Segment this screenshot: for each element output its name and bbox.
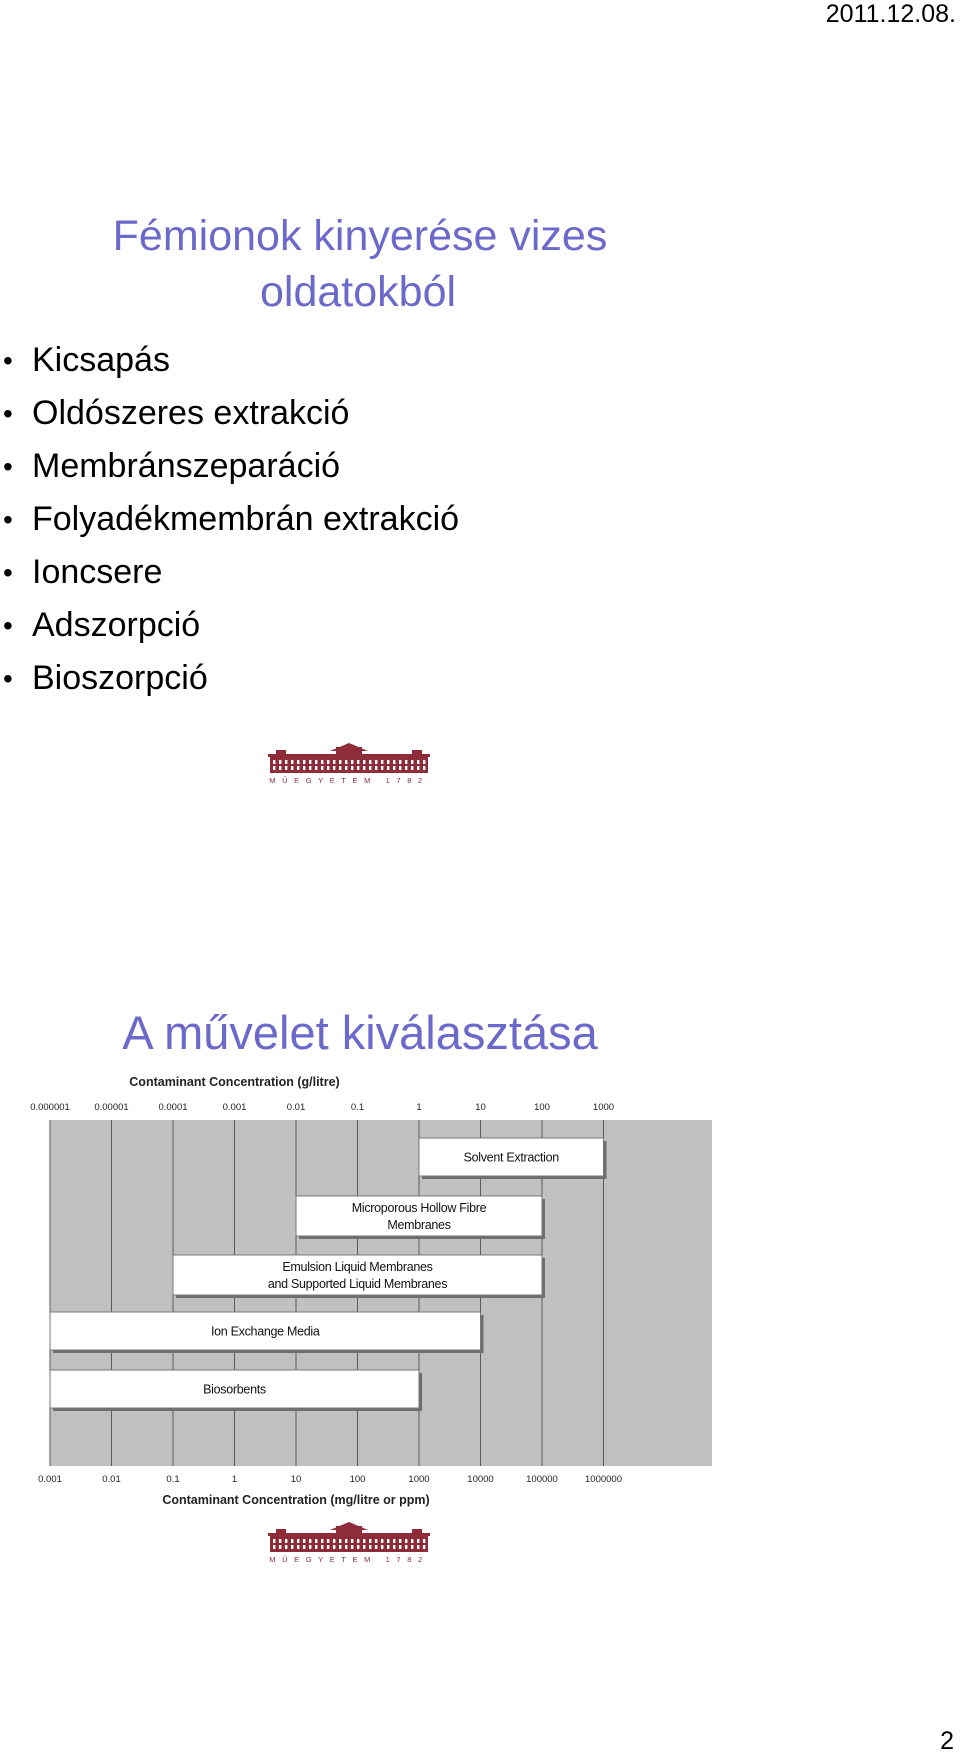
bullet-text: Oldószeres extrakció (32, 394, 350, 432)
list-item (0, 493, 459, 546)
bullet-text: Membránszeparáció (32, 447, 341, 485)
bottom-tick-label: 10 (290, 1474, 302, 1485)
bullet-text: Ioncsere (32, 553, 163, 591)
bottom-tick-label: 1 (231, 1474, 238, 1485)
logo-building (268, 1522, 430, 1552)
bottom-tick-label: 100000 (526, 1474, 558, 1485)
bullet-icon: • (3, 451, 13, 482)
bar-label: Emulsion Liquid Membranes (282, 1260, 433, 1274)
bottom-tick-label: 1000 (408, 1474, 430, 1485)
bullet-icon: • (3, 504, 13, 535)
building-icon (268, 1522, 430, 1564)
bottom-tick-label: 0.001 (38, 1474, 62, 1485)
top-tick-label: 100 (534, 1102, 550, 1113)
top-tick-label: 1000 (592, 1102, 615, 1113)
bar-label: and Supported Liquid Membranes (267, 1277, 448, 1291)
bullet-icon: • (3, 610, 13, 641)
page-number: 2 (940, 1727, 954, 1755)
slide2-title: A művelet kiválasztása (122, 1006, 598, 1059)
bar-label: Biosorbents (203, 1382, 266, 1397)
top-tick-label: 0.1 (350, 1102, 365, 1113)
bar-label: Membranes (387, 1218, 451, 1232)
bullet-icon: • (3, 345, 13, 376)
bar-label: Solvent Extraction (463, 1150, 559, 1165)
bullet-icon: • (3, 398, 13, 429)
bullet-text: Adszorpció (32, 606, 201, 644)
bullet-list (0, 334, 459, 705)
list-item (0, 387, 459, 440)
bullet-icon: • (3, 557, 13, 588)
chart-svg (20, 1072, 720, 1512)
building-icon (268, 743, 430, 785)
bottom-tick-label: 0.1 (166, 1474, 180, 1485)
list-item (0, 440, 459, 493)
bullet-text: Folyadékmembrán extrakció (32, 500, 460, 538)
bottom-tick-label: 10000 (467, 1474, 494, 1485)
university-logo-bottom (268, 1522, 430, 1564)
logo-text: MŰEGYETEM 1782 (269, 776, 429, 785)
top-tick-label: 1 (416, 1102, 422, 1113)
bullet-text: Kicsapás (32, 341, 170, 379)
bullet-text: Bioszorpció (32, 659, 208, 697)
bottom-axis-label: Contaminant Concentration (mg/litre or ppm) (162, 1493, 430, 1507)
list-item (0, 546, 459, 599)
slide1-title-line1: Fémionok kinyerése vizes (112, 212, 608, 260)
list-item (0, 652, 459, 705)
university-logo-top (268, 743, 430, 785)
bar-label: Microporous Hollow Fibre (351, 1201, 487, 1215)
logo-text: MŰEGYETEM 1782 (269, 1555, 429, 1564)
method-selection-chart (20, 1072, 720, 1512)
bottom-tick-label: 0.01 (102, 1474, 121, 1485)
top-tick-label: 0.001 (222, 1102, 247, 1113)
bottom-tick-label: 100 (349, 1474, 366, 1485)
top-tick-label: 10 (475, 1102, 486, 1113)
header-date: 2011.12.08. (825, 0, 956, 28)
list-item (0, 599, 459, 652)
slide1-title-line2: oldatokból (260, 268, 457, 316)
list-item (0, 334, 459, 387)
top-tick-label: 0.000001 (30, 1102, 70, 1113)
bottom-tick-label: 1000000 (585, 1474, 622, 1485)
top-tick-label: 0.00001 (94, 1102, 129, 1113)
top-axis-label: Contaminant Concentration (g/litre) (129, 1075, 340, 1089)
top-tick-label: 0.0001 (158, 1102, 188, 1113)
bullet-icon: • (3, 663, 13, 694)
top-tick-label: 0.01 (286, 1102, 306, 1113)
logo-building (268, 743, 430, 773)
bar-label: Ion Exchange Media (210, 1324, 320, 1339)
